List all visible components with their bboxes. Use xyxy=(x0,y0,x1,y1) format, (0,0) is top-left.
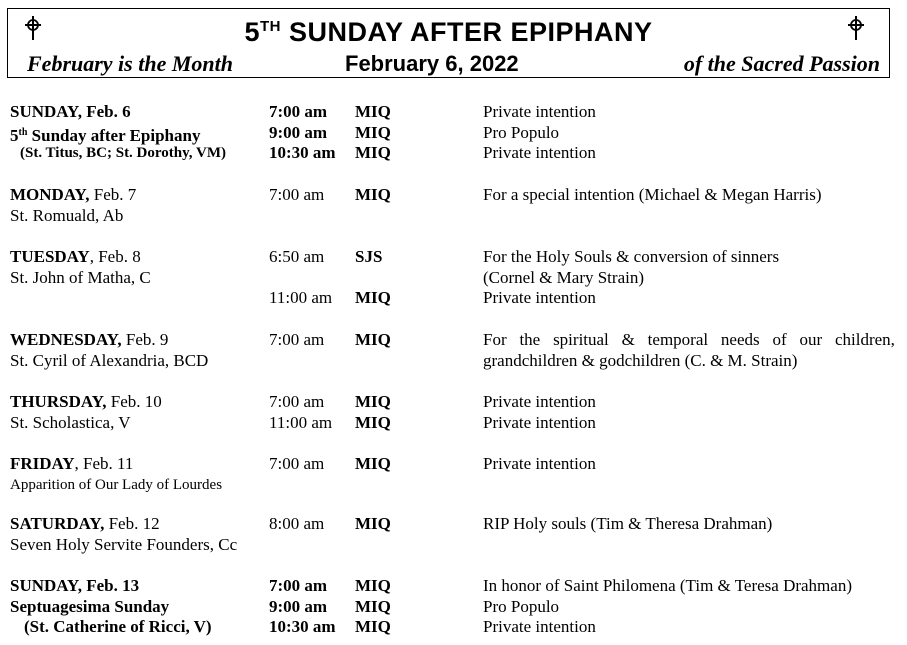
day-column: FRIDAY, Feb. 11 Apparition of Our Lady of Lourdes xyxy=(10,454,223,493)
intention-column: Private intention xyxy=(483,454,596,473)
time-column: 7:00 am xyxy=(269,330,325,349)
priest-column: MIQ xyxy=(355,330,391,349)
bulletin-header xyxy=(7,8,890,78)
time-column: 7:00 am 9:00 am 10:30 am xyxy=(269,576,336,637)
priest-column: MIQ xyxy=(355,185,391,204)
day-column: SUNDAY, Feb. 6 5th Sunday after Epiphany (St. Titus, BC; St. Dorothy, VM) xyxy=(10,102,227,162)
page-title: 5TH SUNDAY AFTER EPIPHANY xyxy=(244,17,653,47)
priest-column: MIQ MIQ xyxy=(355,392,391,432)
justified-line: For the spiritual & temporal needs of our children, xyxy=(483,330,895,349)
month-dedication-right: of the Sacred Passion xyxy=(683,51,880,76)
time-column: 6:50 am 11:00 am xyxy=(269,247,333,308)
priest-column: MIQ MIQ MIQ xyxy=(355,576,391,637)
intention-column: Private intention Private intention xyxy=(483,392,596,432)
header-subtitle-row xyxy=(8,51,889,77)
time-column: 8:00 am xyxy=(269,514,325,533)
day-column: MONDAY, Feb. 7 St. Romuald, Ab xyxy=(10,185,137,225)
priest-column: SJS MIQ xyxy=(355,247,391,308)
intention-column: For the spiritual & temporal needs of our children, grandchildren & godchildren (C. & M. Strain) xyxy=(483,330,895,370)
priest-column: MIQ xyxy=(355,514,391,533)
priest-column: MIQ MIQ MIQ xyxy=(355,102,391,163)
intention-column: For the Holy Souls & conversion of sinners (Cornel & Mary Strain) Private intention xyxy=(483,247,780,308)
intention-column: In honor of Saint Philomena (Tim & Teresa Drahman) Pro Populo Private intention xyxy=(483,576,852,637)
day-column: WEDNESDAY, Feb. 9 St. Cyril of Alexandria, BCD xyxy=(10,330,209,370)
intention-column: Private intention Pro Populo Private intention xyxy=(483,102,596,163)
intention-column: For a special intention (Michael & Megan Harris) xyxy=(483,185,822,204)
time-column: 7:00 am 11:00 am xyxy=(269,392,333,432)
time-column: 7:00 am xyxy=(269,185,325,204)
day-column: SATURDAY, Feb. 12 Seven Holy Servite Founders, Cc xyxy=(10,514,238,554)
month-dedication-left: February is the Month xyxy=(27,51,233,76)
intention-column: RIP Holy souls (Tim & Theresa Drahman) xyxy=(483,514,773,533)
time-column: 7:00 am xyxy=(269,454,325,473)
priest-column: MIQ xyxy=(355,454,391,473)
bulletin-date: February 6, 2022 xyxy=(345,51,519,76)
day-column: TUESDAY, Feb. 8 St. John of Matha, C xyxy=(10,247,151,287)
day-column: THURSDAY, Feb. 10 St. Scholastica, V xyxy=(10,392,162,432)
day-column: SUNDAY, Feb. 13 Septuagesima Sunday (St. Catherine of Ricci, V) xyxy=(10,576,212,637)
time-column: 7:00 am 9:00 am 10:30 am xyxy=(269,102,336,163)
